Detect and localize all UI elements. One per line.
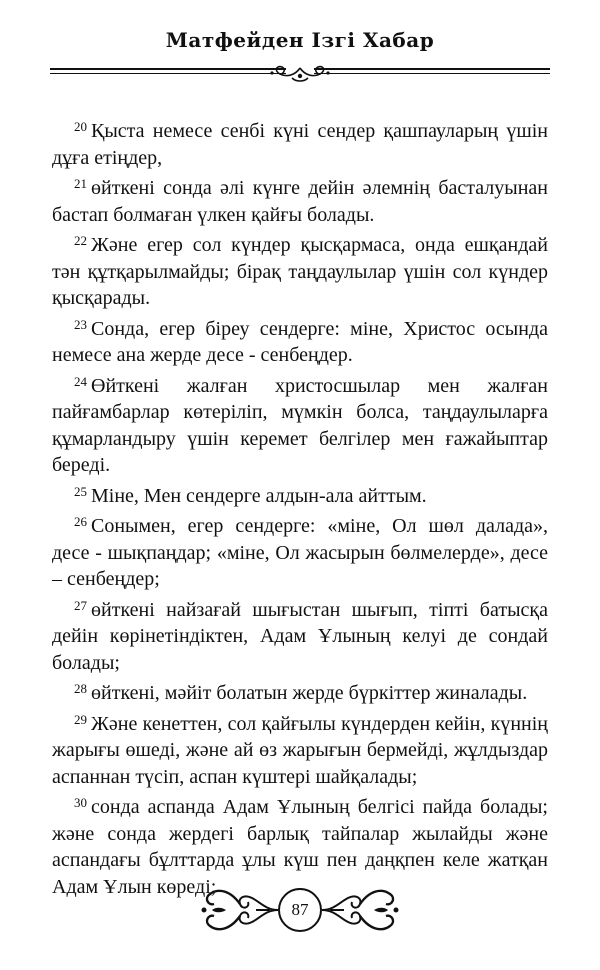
verse-28 xyxy=(52,676,548,707)
verse-text: сонда аспанда Адам Ұлының белгісі пайда болады; және сонда жердегі барлық тайпалар жылайды және аспандағы бұлттарда ұлы күш пен даңқпен келе жатқан Адам Ұлын көреді; xyxy=(52,796,548,898)
verse-20 xyxy=(52,114,548,171)
verse-29 xyxy=(52,707,548,791)
page-footer xyxy=(0,878,600,948)
verse-text: Қыста немесе сенбі күні сендер қашпауларың үшін дұға етіңдер, xyxy=(52,120,548,169)
verse-number: 29 xyxy=(74,711,87,727)
verse-23 xyxy=(52,312,548,369)
verse-number: 24 xyxy=(74,373,87,389)
verse-24 xyxy=(52,369,548,479)
header-ornament-icon xyxy=(268,64,332,86)
verse-27 xyxy=(52,593,548,677)
scripture-text xyxy=(52,114,548,900)
verse-text: өйткені найзағай шығыстан шығып, тіпті батысқа дейін көрінетіндіктен, Адам Ұлының келуі де сондай болады; xyxy=(52,598,548,674)
verse-text: Міне, Мен сендерге алдын-ала айттым. xyxy=(91,484,427,507)
verse-number: 21 xyxy=(74,176,87,191)
verse-number: 26 xyxy=(74,514,87,529)
verse-number: 27 xyxy=(74,597,87,613)
page-number: 87 xyxy=(278,888,322,932)
verse-21 xyxy=(52,171,548,228)
verse-number: 22 xyxy=(74,233,87,248)
verse-number: 23 xyxy=(74,316,87,332)
running-head: Матфейден Ізгі Хабар xyxy=(165,28,435,52)
verse-text: Және кенеттен, сол қайғылы күндерден кейін, күннің жарығы өшеді, және ай өз жарығын бермейді, жұлдыздар аспаннан түсіп, аспан күштері шайқалады; xyxy=(52,712,548,788)
verse-25 xyxy=(52,479,548,510)
verse-number: 20 xyxy=(74,119,87,134)
footer-ornament-right-icon xyxy=(320,880,400,940)
verse-number: 25 xyxy=(74,483,87,499)
verse-text: Сонда, егер біреу сендерге: міне, Христос осында немесе ана жерде десе - сенбеңдер. xyxy=(52,317,548,366)
verse-22 xyxy=(52,228,548,312)
verse-number: 28 xyxy=(74,681,87,696)
verse-26 xyxy=(52,509,548,593)
verse-text: өйткені, мәйіт болатын жерде бүркіттер жиналады. xyxy=(91,682,528,704)
verse-text: Өйткені жалған христосшылар мен жалған пайғамбарлар көтеріліп, мүмкін болса, таңдаулыларға құмарландыру үшін керемет белгілер мен ғажайыптар береді. xyxy=(52,374,548,476)
footer-ornament-left-icon xyxy=(200,880,280,940)
verse-text: Сонымен, егер сендерге: «міне, Ол шөл далада», десе - шықпаңдар; «міне, Ол жасырын бөлмелерде», десе – сенбеңдер; xyxy=(52,515,548,590)
verse-text: Және егер сол күндер қысқармаса, онда ешқандай тән құтқарылмайды; бірақ таңдаулылар үшін сол күндер қысқарады. xyxy=(52,234,548,309)
verse-number: 30 xyxy=(74,795,87,810)
verse-text: өйткені сонда әлі күнге дейін әлемнің басталуынан бастап болмаған үлкен қайғы болады. xyxy=(52,177,548,226)
